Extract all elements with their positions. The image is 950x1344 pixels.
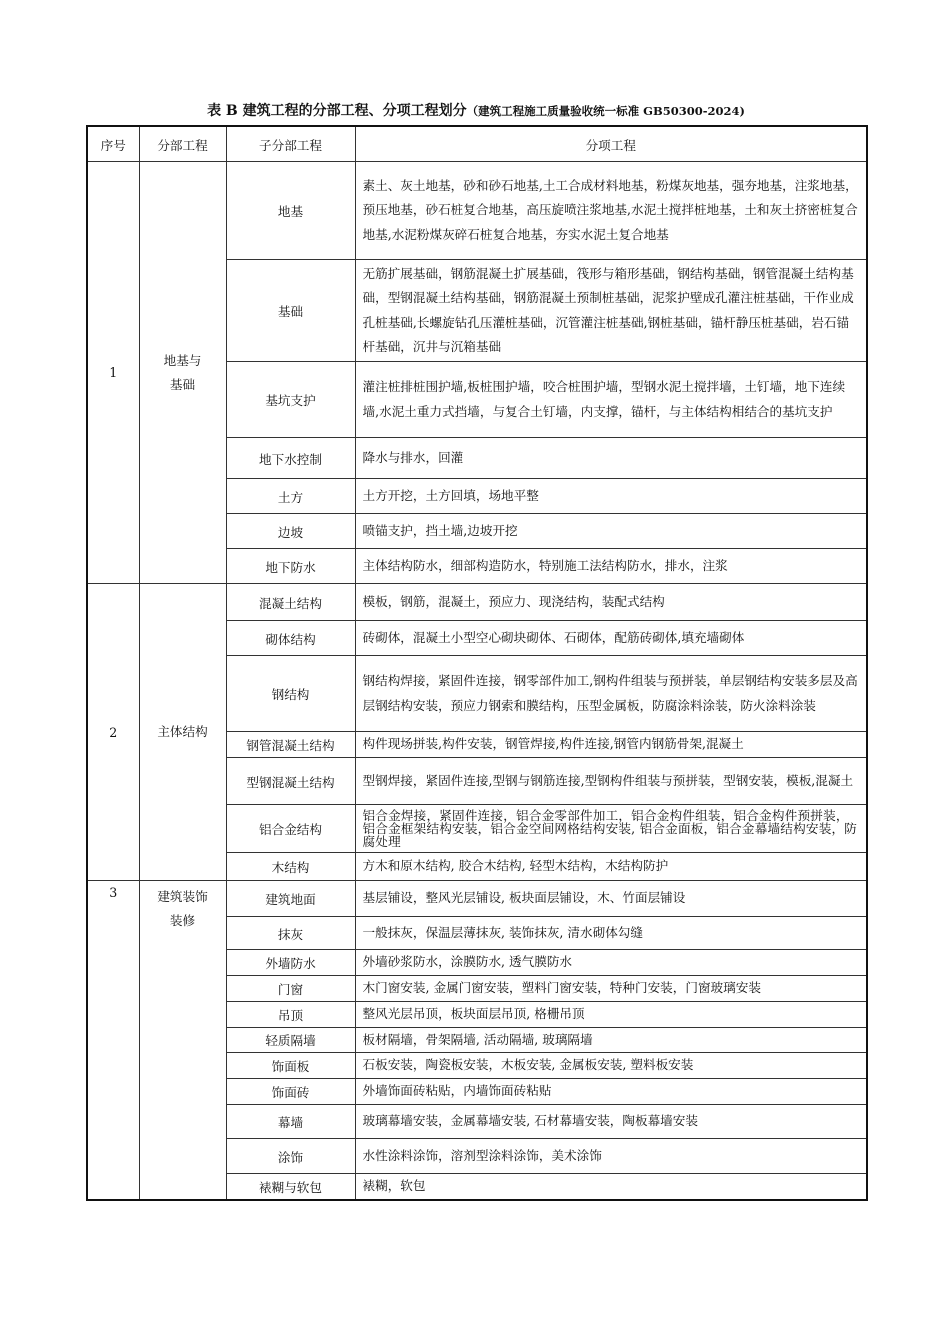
item-list: 玻璃幕墙安装，金属幕墙安装, 石材幕墙安装，陶板幕墙安装 (355, 1105, 867, 1139)
subdivision-name: 砌体结构 (226, 621, 355, 656)
subdivision-name: 钢管混凝土结构 (226, 732, 355, 758)
header-subdivision: 子分部工程 (226, 126, 355, 162)
subdivision-name: 铝合金结构 (226, 805, 355, 853)
item-list: 土方开挖，土方回填，场地平整 (355, 479, 867, 514)
division-name: 地基与 基础 (139, 162, 226, 584)
item-list: 裱糊，软包 (355, 1174, 867, 1200)
subdivision-name: 混凝土结构 (226, 584, 355, 621)
item-list: 无筋扩展基础，钢筋混凝土扩展基础，筏形与箱形基础，钢结构基础，钢管混凝土结构基础，型钢混凝土结构基础，钢筋混凝土预制桩基础，泥浆护壁成孔灌注桩基础，干作业成孔桩基础,长螺旋钻孔压灌桩基础，沉管灌注桩基础,钢桩基础，锚杆静压桩基础，岩石锚杆基础，沉井与沉箱基础 (355, 260, 867, 362)
item-list: 外墙饰面砖粘贴，内墙饰面砖粘贴 (355, 1079, 867, 1105)
subdivision-name: 边坡 (226, 514, 355, 549)
item-list: 型钢焊接，紧固件连接,型钢与钢筋连接,型钢构件组装与预拼装，型钢安装，模板,混凝土 (355, 758, 867, 805)
subdivision-name: 基础 (226, 260, 355, 362)
subdivision-name: 外墙防水 (226, 950, 355, 976)
division-number: 1 (87, 162, 139, 584)
item-list: 板材隔墙，骨架隔墙, 活动隔墙, 玻璃隔墙 (355, 1027, 867, 1053)
table-row (87, 162, 867, 260)
subdivision-name: 地下水控制 (226, 438, 355, 479)
subdivision-name: 基坑支护 (226, 362, 355, 438)
item-list: 方木和原木结构, 胶合木结构, 轻型木结构，木结构防护 (355, 853, 867, 881)
subdivision-name: 钢结构 (226, 656, 355, 732)
title-standard: （建筑工程施工质量验收统一标准 GB50300-2024) (466, 104, 745, 118)
item-list: 水性涂料涂饰，溶剂型涂料涂饰，美术涂饰 (355, 1139, 867, 1174)
item-list: 铝合金焊接，紧固件连接，铝合金零部件加工，铝合金构件组装，铝合金构件预拼装，铝合金框架结构安装，铝合金空间网格结构安装, 铝合金面板，铝合金幕墙结构安装，防腐处理 (355, 805, 867, 853)
item-list: 灌注桩排桩围护墙,板桩围护墙，咬合桩围护墙，型钢水泥土搅拌墙，土钉墙，地下连续墙,水泥土重力式挡墙，与复合土钉墙，内支撑，锚杆，与主体结构相结合的基坑支护 (355, 362, 867, 438)
item-list: 外墙砂浆防水，涂膜防水, 透气膜防水 (355, 950, 867, 976)
subdivision-name: 裱糊与软包 (226, 1174, 355, 1200)
header-division: 分部工程 (139, 126, 226, 162)
subdivision-name: 木结构 (226, 853, 355, 881)
subdivision-name: 门窗 (226, 975, 355, 1001)
header-no: 序号 (87, 126, 139, 162)
page-title (86, 100, 866, 120)
subdivision-name: 地基 (226, 162, 355, 260)
subdivision-name: 地下防水 (226, 549, 355, 584)
subdivision-name: 轻质隔墙 (226, 1027, 355, 1053)
division-number: 2 (87, 584, 139, 881)
division-number: 3 (87, 881, 139, 1200)
item-list: 模板，钢筋，混凝土，预应力、现浇结构，装配式结构 (355, 584, 867, 621)
table-header-row (87, 126, 867, 162)
subdivision-name: 饰面砖 (226, 1079, 355, 1105)
subdivision-name: 型钢混凝土结构 (226, 758, 355, 805)
subdivision-name: 吊顶 (226, 1001, 355, 1027)
table-row (87, 584, 867, 621)
table-row (87, 881, 867, 917)
item-list: 钢结构焊接，紧固件连接，钢零部件加工,钢构件组装与预拼装，单层钢结构安装多层及高层钢结构安装，预应力钢索和膜结构，压型金属板，防腐涂料涂装，防火涂料涂装 (355, 656, 867, 732)
item-list: 基层铺设，整风光层铺设, 板块面层铺设，木、竹面层铺设 (355, 881, 867, 917)
item-list: 整风光层吊顶，板块面层吊顶, 格栅吊顶 (355, 1001, 867, 1027)
division-table (86, 125, 868, 1201)
table-body (87, 162, 867, 1200)
subdivision-name: 幕墙 (226, 1105, 355, 1139)
subdivision-name: 涂饰 (226, 1139, 355, 1174)
header-items: 分项工程 (355, 126, 867, 162)
subdivision-name: 饰面板 (226, 1053, 355, 1079)
division-name: 主体结构 (139, 584, 226, 881)
subdivision-name: 土方 (226, 479, 355, 514)
item-list: 主体结构防水，细部构造防水，特别施工法结构防水，排水，注浆 (355, 549, 867, 584)
item-list: 构件现场拼装,构件安装，钢管焊接,构件连接,钢管内钢筋骨架,混凝土 (355, 732, 867, 758)
item-list: 降水与排水，回灌 (355, 438, 867, 479)
item-list: 砖砌体，混凝土小型空心砌块砌体、石砌体，配筋砖砌体,填充墙砌体 (355, 621, 867, 656)
item-list: 石板安装，陶瓷板安装，木板安装, 金属板安装, 塑料板安装 (355, 1053, 867, 1079)
item-list: 木门窗安装, 金属门窗安装，塑料门窗安装，特种门安装，门窗玻璃安装 (355, 975, 867, 1001)
item-list: 喷锚支护，挡土墙,边坡开挖 (355, 514, 867, 549)
division-name: 建筑装饰 装修 (139, 881, 226, 1200)
item-list: 素土、灰土地基，砂和砂石地基,土工合成材料地基，粉煤灰地基，强夯地基，注浆地基，预压地基，砂石桩复合地基，高压旋喷注浆地基,水泥土搅拌桩地基，土和灰土挤密桩复合地基,水泥粉煤灰碎石桩复合地基，夯实水泥土复合地基 (355, 162, 867, 260)
subdivision-name: 抹灰 (226, 917, 355, 950)
item-list: 一般抹灰，保温层薄抹灰, 装饰抹灰, 清水砌体勾缝 (355, 917, 867, 950)
title-main: 表 B 建筑工程的分部工程、分项工程划分 (207, 103, 467, 119)
subdivision-name: 建筑地面 (226, 881, 355, 917)
